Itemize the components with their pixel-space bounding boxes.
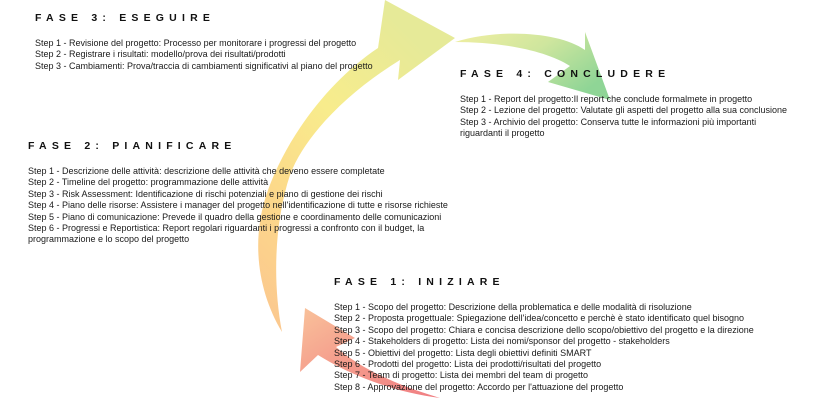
phase-3-step-3: Step 3 - Cambiamenti: Prova/traccia di cambiamenti significativi al piano del progetto — [35, 60, 373, 71]
phase-1-step-1: Step 1 - Scopo del progetto: Descrizione della problematica e delle modalità di risoluzione — [334, 302, 692, 312]
phase-1-step-8: Step 8 - Approvazione del progetto: Accordo per l'attuazione del progetto — [334, 381, 624, 392]
phase-4-step-2: Step 2 - Lezione del progetto: Valutate gli aspetti del progetto alla sua conclusione — [460, 105, 788, 116]
phase-1-step-3: Step 3 - Scopo del progetto: Chiara e concisa descrizione dello scopo/obiettivo del progetto e la direzione — [334, 324, 754, 335]
phase-2-step-2: Step 2 - Timeline del progetto: programmazione delle attività — [28, 177, 269, 188]
phase-1-block — [334, 276, 754, 393]
phase-4-step-3: Step 3 - Archivio del progetto: Conserva tutte le informazioni più importanti riguardanti il progetto — [460, 116, 757, 139]
phase-1-step-6: Step 6 - Prodotti del progetto: Lista dei prodotti/risultati del progetto — [334, 359, 602, 370]
phase-2-block — [28, 140, 508, 246]
phase-3-steps — [35, 38, 373, 72]
phase-4-step-1: Step 1 - Report del progetto:Il report che conclude formalmete in progetto — [460, 94, 753, 104]
phase-4-steps — [460, 94, 836, 140]
phase-3-step-1: Step 1 - Revisione del progetto: Processo per monitorare i progressi del progetto — [35, 38, 357, 48]
phase-1-step-5: Step 5 - Obiettivi del progetto: Lista degli obiettivi definiti SMART — [334, 347, 592, 358]
phase-3-step-2: Step 2 - Registrare i risultati: modello/prova dei risultati/prodotti — [35, 49, 286, 60]
phase-2-step-1: Step 1 - Descrizione delle attività: descrizione delle attività che deveno essere completate — [28, 166, 385, 176]
phase-3-title: FASE 3: ESEGUIRE — [35, 12, 216, 24]
phase-2-step-5: Step 5 - Piano di comunicazione: Prevede il quadro della gestione e coordinamento delle comunicazioni — [28, 211, 442, 222]
phase-2-step-6: Step 6 - Progressi e Reportistica: Report regolari riguardanti i progressi a confronto con il budget, la programmazione e lo scopo del progetto — [28, 223, 425, 245]
phase-2-title: FASE 2: PIANIFICARE — [28, 140, 237, 152]
phase-2-step-4: Step 4 - Piano delle risorse: Assistere i manager del progetto nell'identificazione di tutte e risorse richieste — [28, 200, 448, 211]
phase-1-steps — [334, 302, 754, 393]
phase-1-title: FASE 1: INIZIARE — [334, 276, 505, 288]
phase-1-step-2: Step 2 - Proposta progettuale: Spiegazione dell'idea/concetto e perchè è stato identificato quel bisogno — [334, 313, 744, 324]
phase-3-block — [35, 12, 373, 72]
phase-2-steps — [28, 166, 508, 246]
phase-4-block — [460, 68, 836, 140]
phase-1-step-7: Step 7 - Team di progetto: Lista dei membri del team di progetto — [334, 370, 588, 381]
phase-2-step-3: Step 3 - Risk Assessment: Identificazione di rischi potenziali e piano di gestione dei rischi — [28, 188, 383, 199]
phase-4-title: FASE 4: CONCLUDERE — [460, 68, 671, 80]
phase-1-step-4: Step 4 - Stakeholders di progetto: Lista dei nomi/sponsor del progetto - stakeholders — [334, 336, 670, 347]
